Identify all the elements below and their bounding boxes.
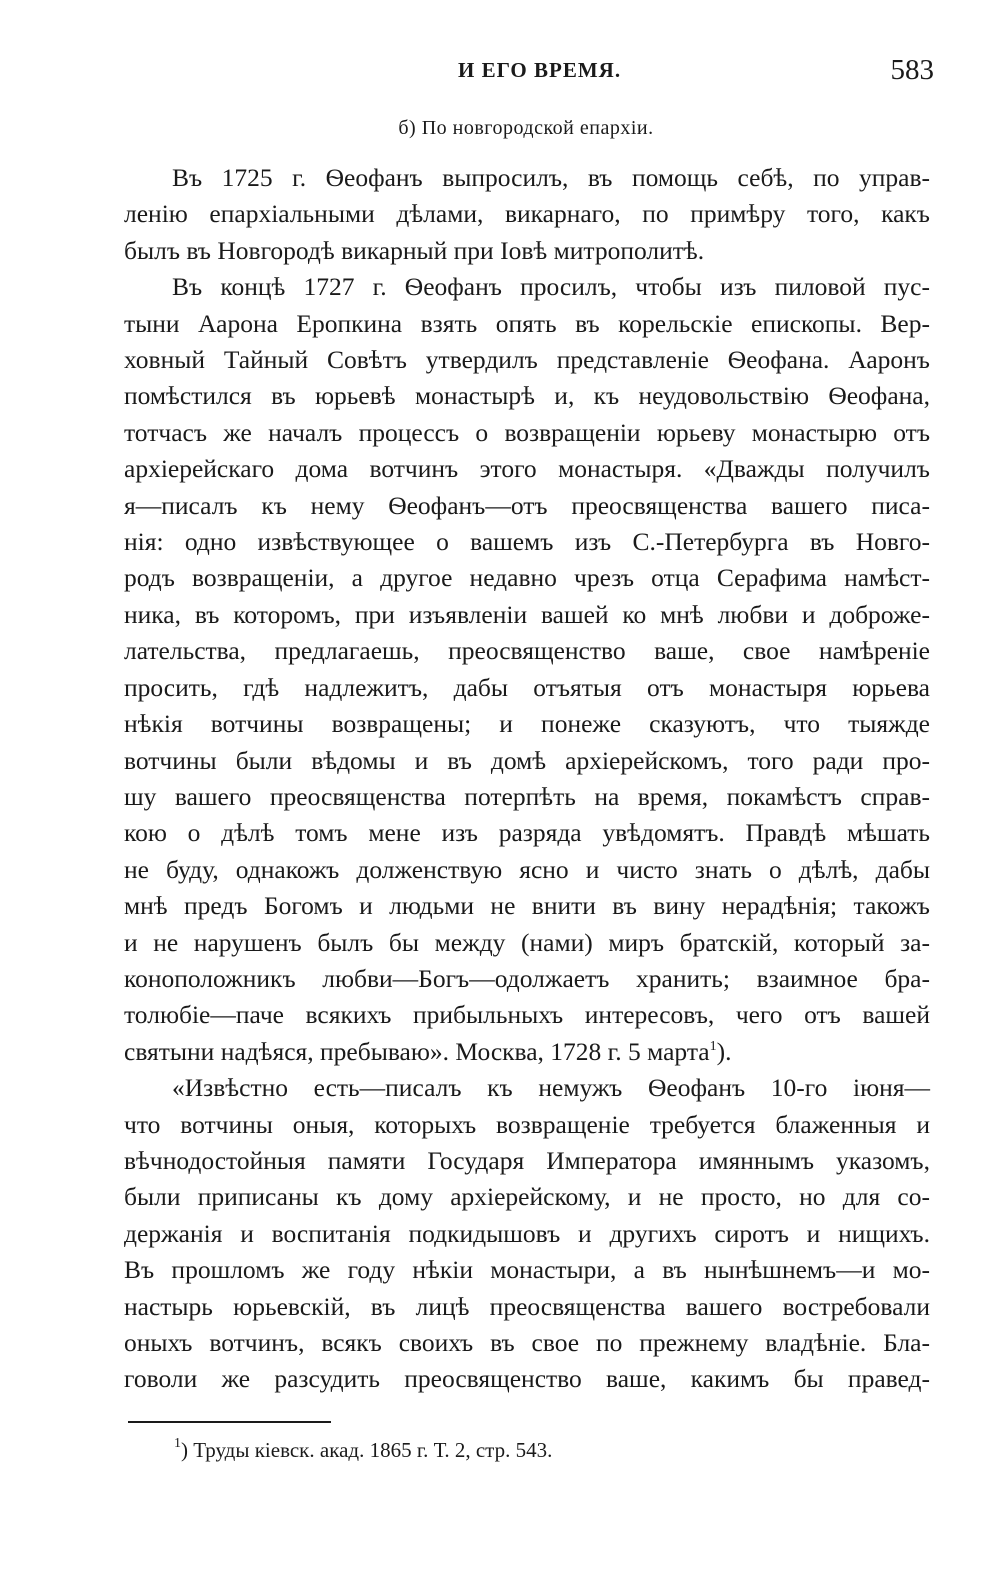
text-line: тотчасъ же началъ процессъ о возвращеніи юрьеву монастырю отъ <box>124 417 930 447</box>
text-line: былъ въ Новгородѣ викарный при Іовѣ митрополитѣ. <box>124 235 705 265</box>
text-line: держанія и воспитанія подкидышовъ и другихъ сиротъ и нищихъ. <box>124 1218 930 1248</box>
running-title: И ЕГО ВРЕМЯ. <box>458 58 622 82</box>
text-line: вотчины были вѣдомы и въ домѣ архіерейскомъ, того ради про- <box>124 745 930 775</box>
text-line: ленію епархіальными дѣлами, викарнаго, по примѣру того, какъ <box>124 199 930 229</box>
text-line: просить, гдѣ надлежитъ, дабы отъятыя отъ монастыря юрьева <box>124 672 930 702</box>
text-line: нія: одно извѣствующее о вашемъ изъ С.-Петербурга въ Новго- <box>124 527 930 557</box>
footnote <box>174 1438 552 1463</box>
text-line: что вотчины оныя, которыхъ возвращеніе требуется блаженныя и <box>124 1109 930 1139</box>
text-line: помѣстился въ юрьевѣ монастырѣ и, къ неудовольствію Ѳеофана, <box>124 381 930 411</box>
text-line: Въ концѣ 1727 г. Ѳеофанъ просилъ, чтобы изъ пиловой пус- <box>172 272 930 302</box>
text-line: Въ 1725 г. Ѳеофанъ выпросилъ, въ помощь себѣ, по управ- <box>172 163 930 192</box>
text-line: не буду, однакожъ долженствую ясно и чисто знать о дѣлѣ, дабы <box>124 854 930 884</box>
footnote-divider <box>128 1421 331 1423</box>
text-line: ховный Тайный Совѣтъ утвердилъ представленіе Ѳеофана. Ааронъ <box>124 345 930 375</box>
text-line: мнѣ предъ Богомъ и людьми не внити въ вину нерадѣнія; такожъ <box>124 891 930 921</box>
footnote-reference[interactable]: 1 <box>709 1038 717 1054</box>
text-line: шу вашего преосвященства потерпѣть на время, покамѣстъ справ- <box>124 781 930 811</box>
text-line: толюбіе—паче всякихъ прибыльныхъ интересовъ, чего отъ вашей <box>124 1000 930 1030</box>
text-line: я—писалъ къ нему Ѳеофанъ—отъ преосвященства вашего писа- <box>124 490 930 520</box>
paragraph-2 <box>124 269 930 1070</box>
text-line: архіерейскаго дома вотчинъ этого монастыря. «Дважды получилъ <box>124 454 930 484</box>
text-line: ника, въ которомъ, при изъявленіи вашей ко мнѣ любви и доброже- <box>124 599 930 629</box>
text-line: говоли же разсудить преосвященство ваше, какимъ бы правед- <box>124 1364 930 1394</box>
text-line-body: святыни надѣяся, пребываю». Москва, 1728 г. 5 марта <box>124 1036 710 1066</box>
running-head <box>0 52 1000 92</box>
text-line: кою о дѣлѣ томъ мене изъ разряда увѣдомятъ. Правдѣ мѣшать <box>124 818 930 848</box>
body-text <box>124 160 930 1398</box>
text-line-with-note <box>124 1034 930 1070</box>
text-line: и не нарушенъ былъ бы между (нами) миръ братскій, который за- <box>124 927 930 957</box>
page-number: 583 <box>890 54 934 86</box>
text-line: родъ возвращеніи, а другое недавно чрезъ отца Серафима намѣст- <box>124 563 930 593</box>
text-line: тыни Аарона Еропкина взять опять въ корельскіе епископы. Вер- <box>124 308 930 338</box>
section-heading: б) По новгородской епархіи. <box>398 117 654 139</box>
text-line: были приписаны къ дому архіерейскому, и не просто, но для со- <box>124 1182 930 1212</box>
text-line: вѣчнодостойныя памяти Государя Императора имяннымъ указомъ, <box>124 1145 930 1175</box>
text-line: настырь юрьевскій, въ лицѣ преосвященства вашего востребовали <box>124 1291 930 1321</box>
text-line: лательства, предлагаешь, преосвященство ваше, свое намѣреніе <box>124 636 930 666</box>
text-line: оныхъ вотчинъ, всякъ своихъ въ свое по прежнему владѣніе. Бла- <box>124 1328 930 1357</box>
paragraph-3 <box>124 1070 930 1398</box>
text-line: нѣкія вотчины возвращены; и понеже сказуютъ, что тыяжде <box>124 709 930 739</box>
text-line-tail: ). <box>716 1036 732 1066</box>
footnote-text: ) Труды кіевск. акад. 1865 г. Т. 2, стр. 543. <box>181 1438 553 1462</box>
text-line: «Извѣстно есть—писалъ къ немужъ Ѳеофанъ 10-го іюня— <box>172 1073 930 1103</box>
text-line: Въ прошломъ же году нѣкіи монастыри, а въ нынѣшнемъ—и мо- <box>124 1255 930 1285</box>
text-line: коноположникъ любви—Богъ—одолжаетъ хранить; взаимное бра- <box>124 963 930 993</box>
paragraph-1 <box>124 160 930 269</box>
footnote-marker: 1 <box>174 1436 181 1451</box>
